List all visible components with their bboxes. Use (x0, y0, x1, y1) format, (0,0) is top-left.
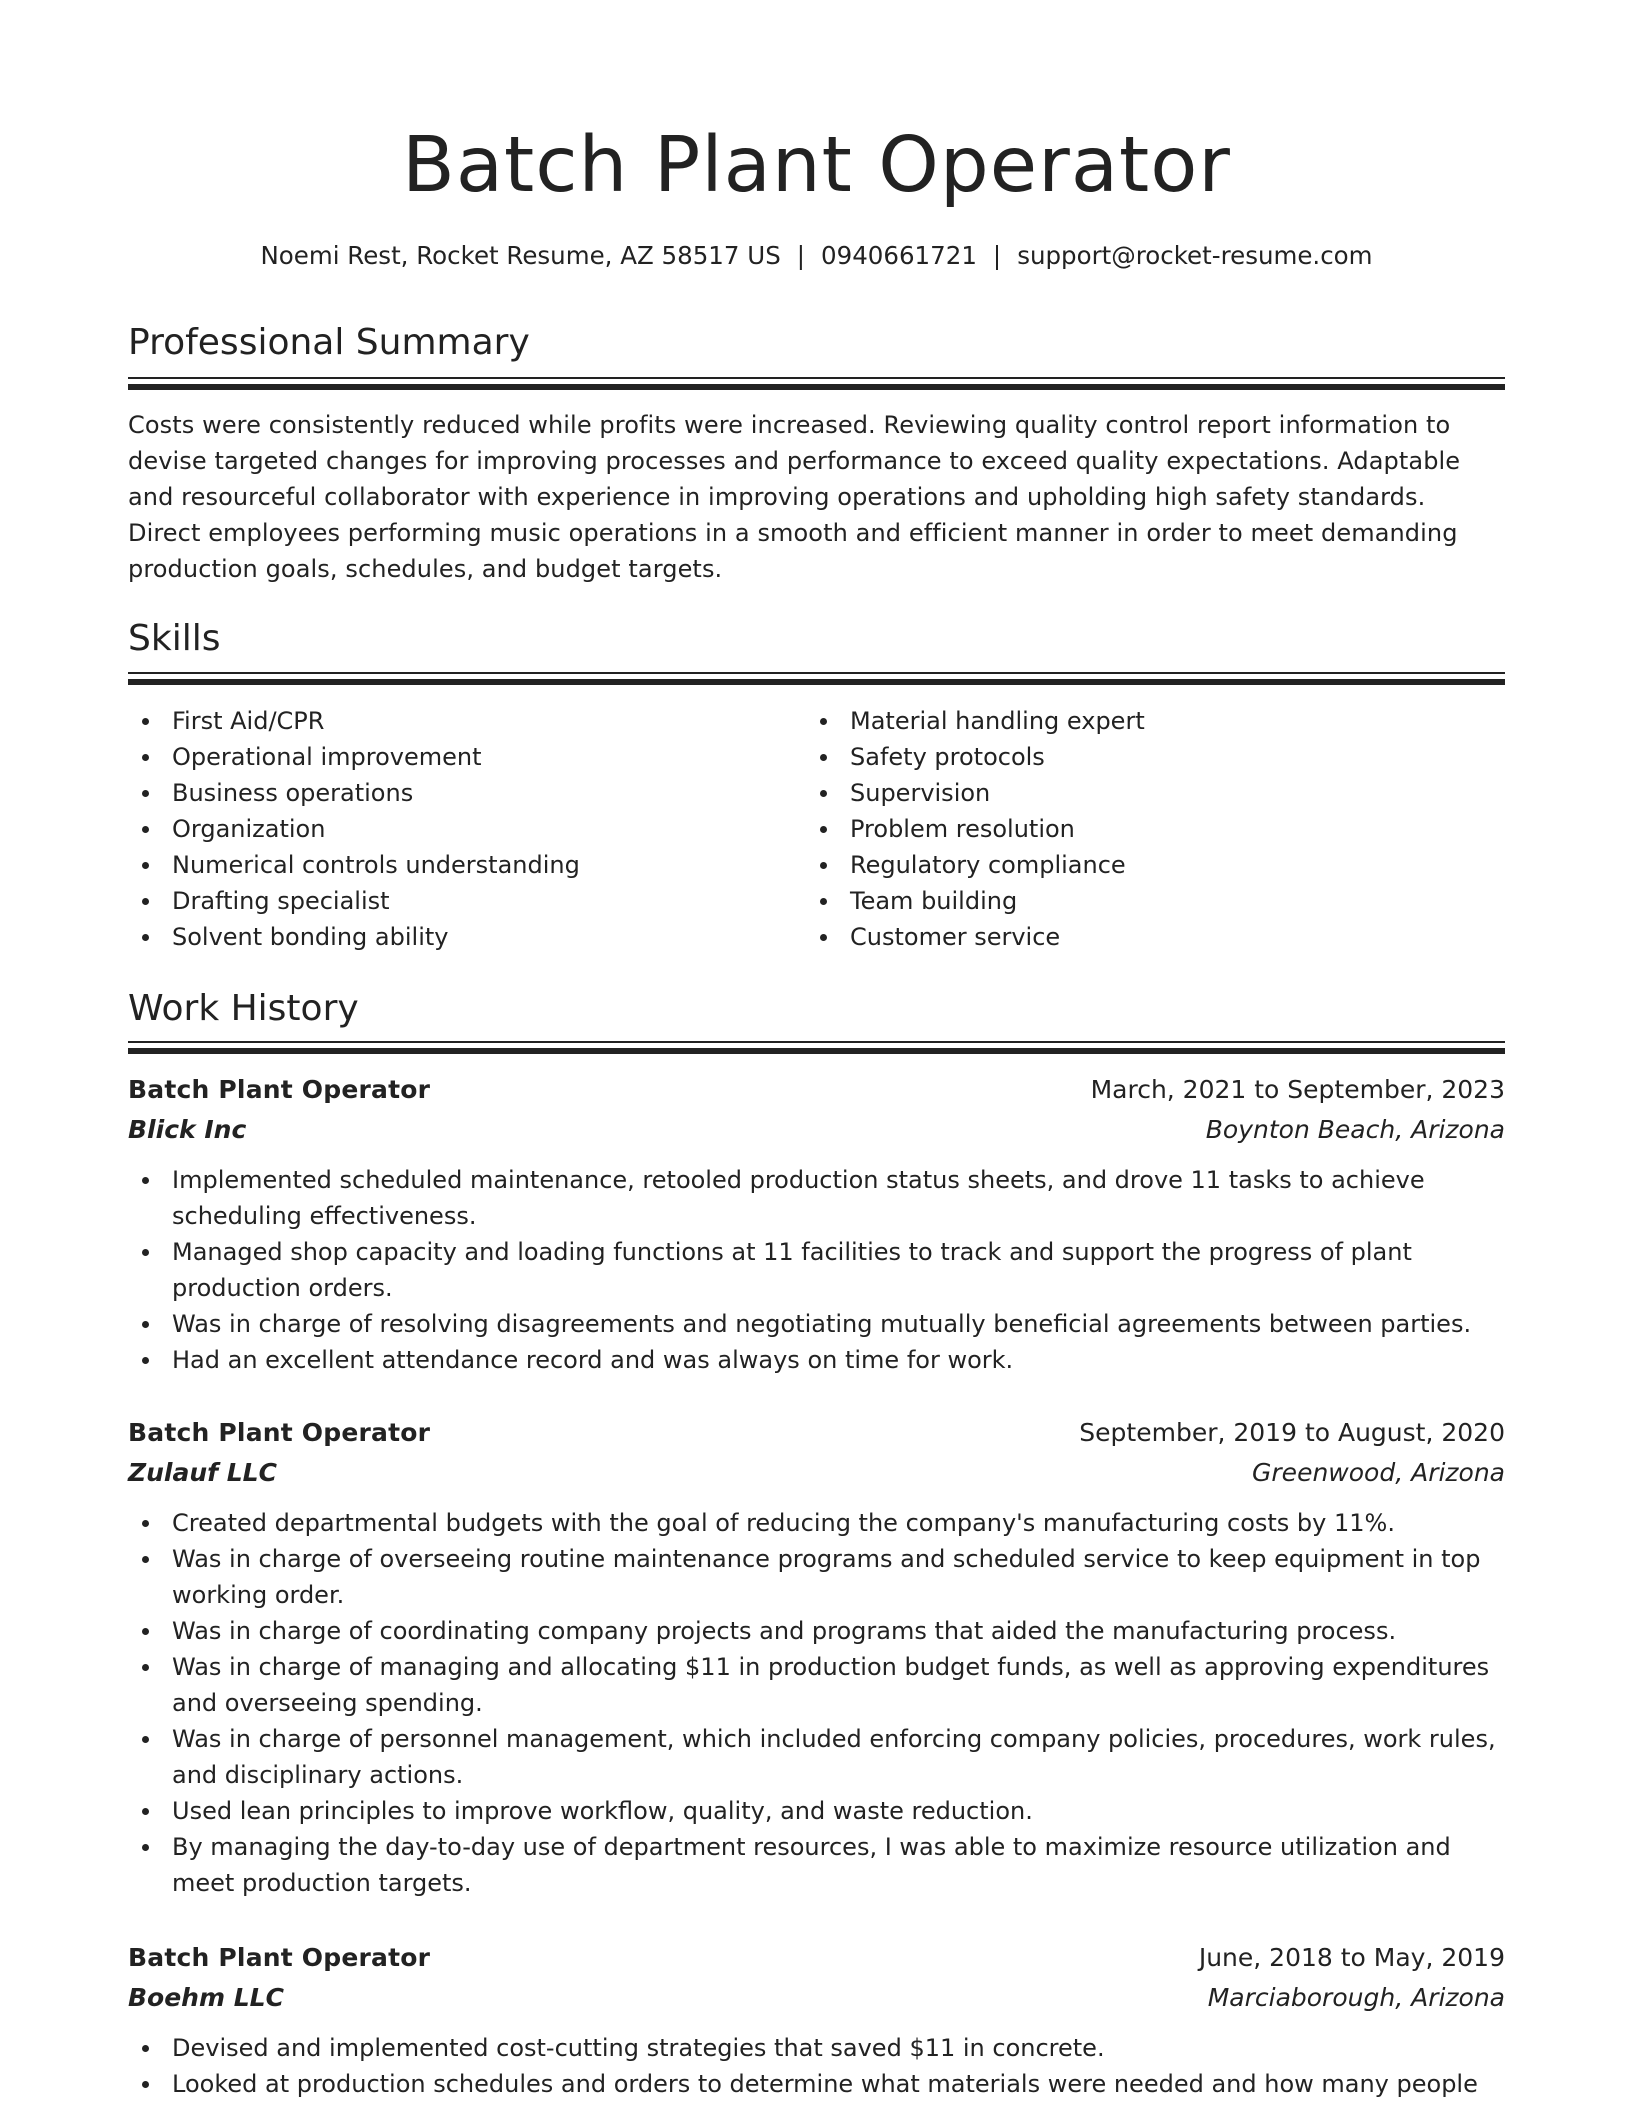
skill-item: Business operations (128, 775, 788, 811)
job-dates: September, 2019 to August, 2020 (1079, 1418, 1505, 1447)
contact-separator: | (992, 241, 1002, 270)
job-dates: March, 2021 to September, 2023 (1090, 1075, 1505, 1104)
job-dates: June, 2018 to May, 2019 (1198, 1943, 1505, 1972)
job-bullet: Was in charge of managing and allocating $11 in production budget funds, as well as approving expenditures and overseeing spending. (128, 1649, 1505, 1721)
skill-item: Team building (806, 883, 1466, 919)
section-rule-thin (128, 672, 1505, 674)
skill-item: Operational improvement (128, 739, 788, 775)
contact-address: Noemi Rest, Rocket Resume, AZ 58517 US (260, 241, 781, 270)
section-rule-thick (128, 1048, 1505, 1054)
section-rule-thin (128, 377, 1505, 379)
skill-item: Customer service (806, 919, 1466, 955)
skill-item: Problem resolution (806, 811, 1466, 847)
job-bullet: Was in charge of resolving disagreements and negotiating mutually beneficial agreements between parties. (128, 1306, 1505, 1342)
job-bullet: Had an excellent attendance record and was always on time for work. (128, 1342, 1505, 1378)
job-bullet: Was in charge of personnel management, which included enforcing company policies, procedures, work rules, and disciplinary actions. (128, 1721, 1505, 1793)
job-entry (128, 1938, 1505, 2102)
resume-title: Batch Plant Operator (402, 121, 1231, 210)
job-bullet: Looked at production schedules and orders to determine what materials were needed and how many people (128, 2066, 1505, 2102)
job-title: Batch Plant Operator (128, 1943, 431, 1972)
job-title: Batch Plant Operator (128, 1418, 431, 1447)
job-entry (128, 1070, 1505, 1378)
job-bullet: Managed shop capacity and loading functions at 11 facilities to track and support the progress of plant production orders. (128, 1234, 1505, 1306)
summary-text: Costs were consistently reduced while profits were increased. Reviewing quality control report information to devise targeted changes for improving processes and performance to exceed quality expectations. Adaptable and resourceful collaborator with experience in improving operations and upholding high safety standards. Direct employees performing music operations in a smooth and efficient manner in order to meet demanding production goals, schedules, and budget targets. (128, 411, 1461, 583)
skills-left-column (128, 703, 788, 955)
section-rule-thick (128, 679, 1505, 685)
skill-item: Safety protocols (806, 739, 1466, 775)
contact-line (128, 238, 1505, 274)
summary-heading: Professional Summary (128, 322, 530, 363)
section-rule-thin (128, 1041, 1505, 1043)
skill-item: First Aid/CPR (128, 703, 788, 739)
job-company: Zulauf LLC (128, 1458, 277, 1487)
contact-phone: 0940661721 (821, 241, 977, 270)
job-company: Boehm LLC (128, 1983, 284, 2012)
skill-item: Solvent bonding ability (128, 919, 788, 955)
work-section-heading (128, 985, 1505, 1033)
job-entry (128, 1413, 1505, 1901)
skills-right-column (806, 703, 1466, 955)
job-bullet: Was in charge of overseeing routine maintenance programs and scheduled service to keep equipment in top working order. (128, 1541, 1505, 1613)
job-location: Boynton Beach, Arizona (1205, 1115, 1505, 1144)
contact-separator: | (796, 241, 806, 270)
job-bullet: Implemented scheduled maintenance, retooled production status sheets, and drove 11 tasks to achieve scheduling effectiveness. (128, 1162, 1505, 1234)
skills-section-heading (128, 615, 1505, 663)
job-location: Marciaborough, Arizona (1207, 1983, 1505, 2012)
skill-item: Numerical controls understanding (128, 847, 788, 883)
job-bullet: Devised and implemented cost-cutting strategies that saved $11 in concrete. (128, 2030, 1505, 2066)
skill-item: Drafting specialist (128, 883, 788, 919)
job-bullet: Was in charge of coordinating company projects and programs that aided the manufacturing process. (128, 1613, 1505, 1649)
section-rule-thick (128, 384, 1505, 390)
job-bullet: By managing the day-to-day use of department resources, I was able to maximize resource utilization and meet production targets. (128, 1829, 1505, 1901)
job-title: Batch Plant Operator (128, 1075, 431, 1104)
skill-item: Material handling expert (806, 703, 1466, 739)
job-company: Blick Inc (128, 1115, 247, 1144)
skill-item: Organization (128, 811, 788, 847)
job-bullet: Used lean principles to improve workflow, quality, and waste reduction. (128, 1793, 1505, 1829)
job-bullet: Created departmental budgets with the goal of reducing the company's manufacturing costs by 11%. (128, 1505, 1505, 1541)
work-heading: Work History (128, 988, 359, 1029)
summary-section-heading (128, 319, 1505, 367)
contact-email: support@rocket-resume.com (1017, 241, 1373, 270)
skill-item: Supervision (806, 775, 1466, 811)
job-location: Greenwood, Arizona (1252, 1458, 1505, 1487)
skill-item: Regulatory compliance (806, 847, 1466, 883)
skills-heading: Skills (128, 618, 221, 659)
